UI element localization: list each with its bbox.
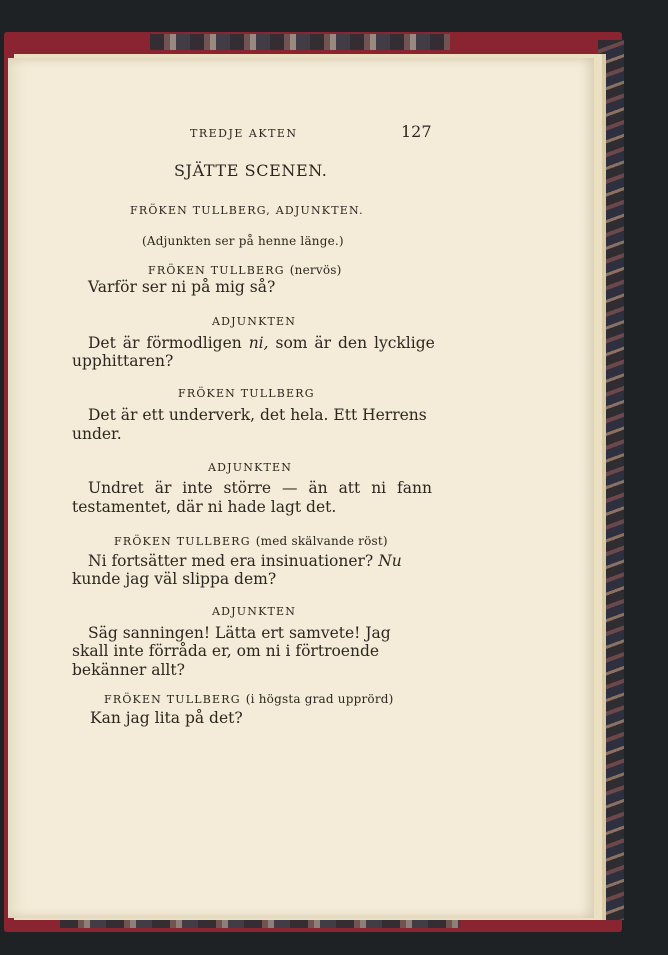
dialogue-line: skall inte förråda er, om ni i förtroende: [72, 642, 380, 660]
speech-header: [104, 688, 394, 707]
speaker-name: FRÖKEN TULLBERG: [104, 693, 241, 706]
speaker-name: ADJUNKTEN: [212, 605, 297, 618]
scene-title: SJÄTTE SCENEN.: [174, 161, 328, 180]
dialogue-line: [88, 334, 435, 352]
dialogue-line: [88, 552, 402, 570]
dialogue-fragment: Det är förmodligen: [88, 334, 242, 352]
dialogue-line: under.: [72, 425, 122, 443]
speaker-name: FRÖKEN TULLBERG: [178, 387, 315, 400]
speaker-name: ADJUNKTEN: [212, 315, 297, 328]
page-number: 127: [401, 122, 432, 141]
speaker-direction: (i högsta grad upprörd): [245, 692, 394, 706]
stage-direction: (Adjunkten ser på henne länge.): [142, 234, 344, 248]
dialogue-line: testamentet, där ni hade lagt det.: [72, 498, 337, 516]
running-head: TREDJE AKTEN: [190, 127, 298, 140]
dialogue-fragment: som är den lycklige: [275, 334, 435, 352]
speaker-name: FRÖKEN TULLBERG: [148, 264, 285, 277]
page: [8, 58, 594, 918]
speaker-name: ADJUNKTEN: [208, 461, 293, 474]
speaker-direction: (med skälvande röst): [255, 534, 388, 548]
speech-header: [114, 530, 388, 549]
dialogue-fragment: Ni fortsätter med era insinuationer?: [88, 552, 374, 570]
dialogue-line: Kan jag lita på det?: [90, 709, 243, 727]
dialogue-line: Det är ett underverk, det hela. Ett Herrens: [88, 406, 427, 424]
speaker-direction: (nervös): [289, 263, 342, 277]
scene-characters: FRÖKEN TULLBERG, ADJUNKTEN.: [130, 204, 364, 217]
speech-header: [148, 259, 342, 278]
dialogue-line: kunde jag väl slippa dem?: [72, 570, 277, 588]
dialogue-line: upphittaren?: [72, 352, 174, 370]
dialogue-line: Undret är inte större — än att ni fann: [88, 479, 432, 497]
speaker-name: FRÖKEN TULLBERG: [114, 535, 251, 548]
marbled-endpaper-top: [150, 34, 450, 50]
emphasis-word: ni,: [248, 334, 269, 352]
emphasis-word: Nu: [378, 552, 402, 570]
dialogue-line: Varför ser ni på mig så?: [88, 278, 276, 296]
dialogue-line: Säg sanningen! Lätta ert samvete! Jag: [88, 624, 391, 642]
dialogue-line: bekänner allt?: [72, 661, 185, 679]
